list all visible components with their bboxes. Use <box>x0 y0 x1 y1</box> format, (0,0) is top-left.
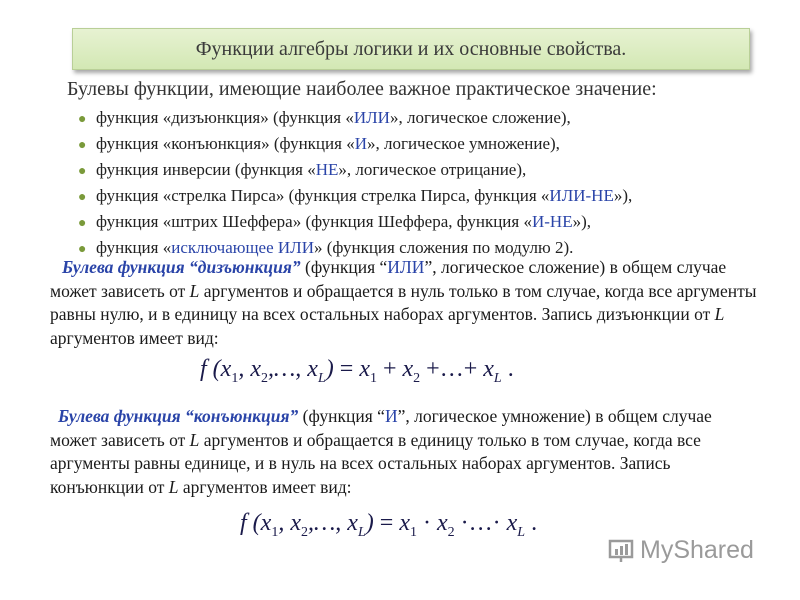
function-list <box>78 106 632 262</box>
disjunction-formula: f ($x_1$, $x_2,\dots$, $x_L) = x_1 + x_2$ +…+ $x_L$ . <box>200 356 514 386</box>
list-item-text: » (функция сложения по модулю 2). <box>313 238 574 257</box>
list-item <box>78 210 632 236</box>
list-item-text: функция инверсии (функция « <box>96 160 316 179</box>
list-item-highlight: И <box>354 134 367 153</box>
disjunction-paragraph <box>50 256 760 350</box>
list-item-text: функция «дизъюнкция» (функция « <box>96 108 354 127</box>
watermark-text: MyShared <box>640 536 754 564</box>
var-L: L <box>189 429 200 450</box>
list-item-text: функция «конъюнкция» (функция « <box>96 134 355 153</box>
list-item <box>78 158 632 184</box>
quoted-or: ИЛИ <box>387 257 425 277</box>
conjunction-paragraph <box>50 405 760 499</box>
list-item-highlight: исключающее ИЛИ <box>171 238 314 257</box>
var-L: L <box>189 280 200 301</box>
bullet-icon: ● <box>78 216 87 231</box>
var-L: L <box>714 304 725 324</box>
list-item-highlight: ИЛИ-НЕ <box>549 186 614 205</box>
slide-title: Функции алгебры логики и их основные свойства. <box>72 28 750 70</box>
myshared-logo <box>608 536 754 565</box>
paragraph-text: ”, логическое сложение) в общем случае может зависеть от <box>50 257 727 301</box>
term-conjunction: Булева функция “конъюнкция” <box>58 406 299 426</box>
var-L: L <box>168 476 179 497</box>
conjunction-formula: f ($x_1$, $x_2,\dots$, $x_L) = x_1 \cdot x_2$ ·…· $x_L$ . <box>240 510 538 540</box>
term-disjunction: Булева функция “дизъюнкция” <box>62 257 301 277</box>
list-item <box>78 106 632 132</box>
paragraph-text: аргументов имеет вид: <box>178 476 352 497</box>
list-item-text: », логическое отрицание), <box>338 160 527 179</box>
bullet-icon: ● <box>78 112 87 127</box>
list-item-highlight: ИЛИ <box>353 108 390 127</box>
list-item-text: функция « <box>96 238 172 257</box>
list-item-text: »), <box>613 186 633 205</box>
list-item-text: », логическое умножение), <box>366 134 560 153</box>
paragraph-text: ”, логическое умножение) в общем случае может зависеть от <box>50 406 712 450</box>
paragraph-text: аргументов имеет вид: <box>50 327 219 348</box>
bullet-icon: ● <box>78 164 87 179</box>
bullet-icon: ● <box>78 242 87 257</box>
list-item-text: функция «штрих Шеффера» (функция Шеффера, функция « <box>96 212 532 231</box>
list-item-text: функция «стрелка Пирса» (функция стрелка Пирса, функция « <box>96 186 550 205</box>
list-item-text: », логическое сложение), <box>389 108 571 127</box>
paragraph-text: аргументов и обращается в единицу только в том случае, когда все аргументы равны единице, и в нуль на всех остальных наборах аргументов. Запись конъюнкции от <box>50 429 701 497</box>
paragraph-text: (функция “ <box>298 406 385 426</box>
bullet-icon: ● <box>78 138 87 153</box>
presentation-icon <box>608 539 634 563</box>
subtitle: Булевы функции, имеющие наиболее важное практическое значение: <box>67 78 657 100</box>
quoted-and: И <box>384 406 398 426</box>
list-item-highlight: И-НЕ <box>531 212 573 231</box>
paragraph-text: аргументов и обращается в нуль только в том случае, когда все аргументы равны нулю, и в единицу на всех остальных наборах аргументов. Запись дизъюнкции от <box>50 280 757 324</box>
paragraph-text: (функция “ <box>300 257 388 277</box>
list-item <box>78 184 632 210</box>
list-item <box>78 132 632 158</box>
bullet-icon: ● <box>78 190 87 205</box>
list-item-highlight: НЕ <box>315 160 339 179</box>
list-item-text: »), <box>572 212 592 231</box>
